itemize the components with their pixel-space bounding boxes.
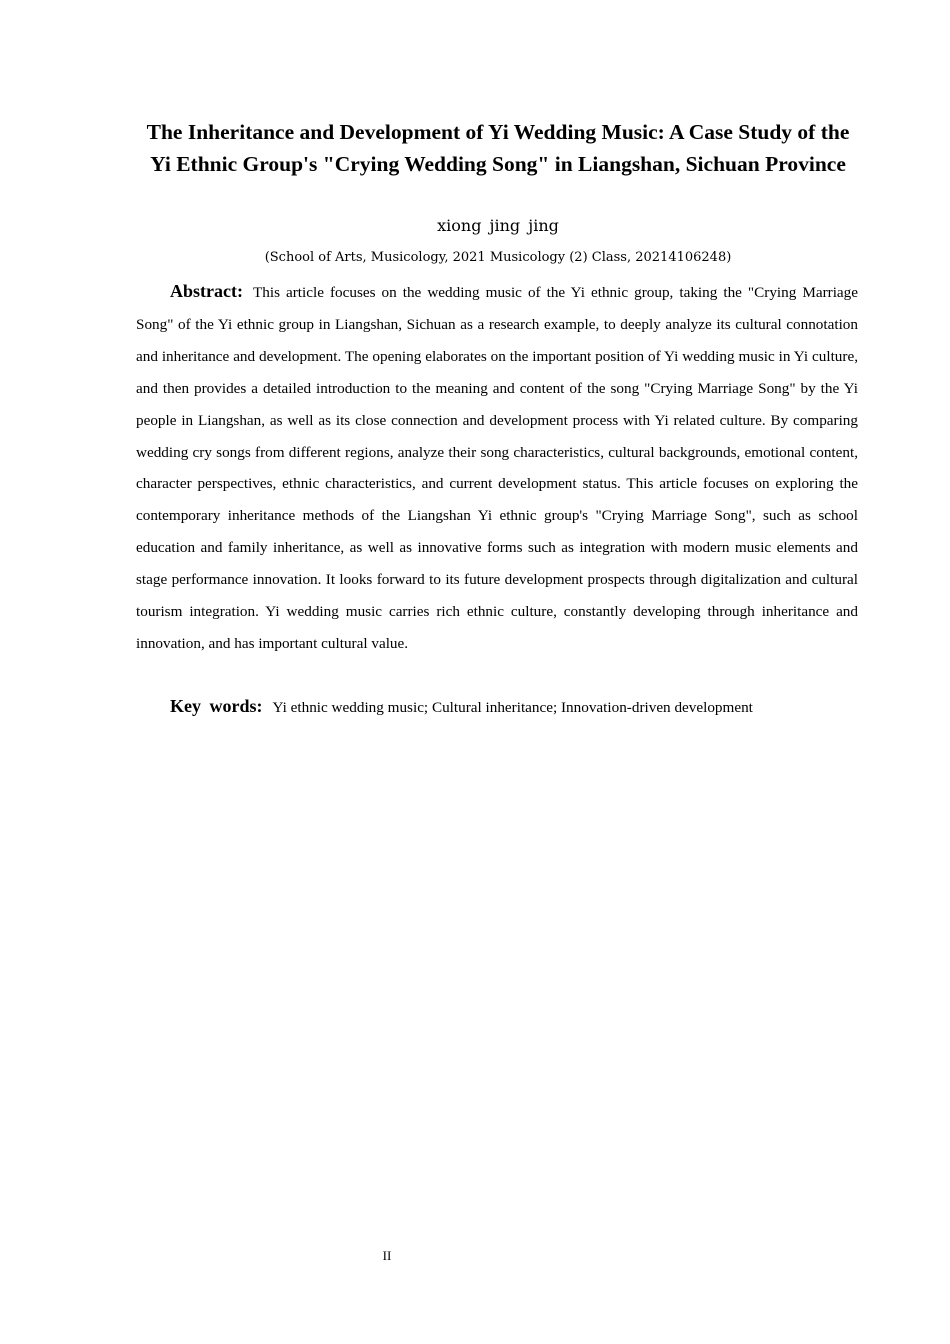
author-name: xiong jing jing (437, 216, 559, 235)
paper-title: The Inheritance and Development of Yi Wedding Music: A Case Study of the Yi Ethnic Group's "Crying Wedding Song" in Liangshan, Sichuan Province (146, 120, 850, 176)
keywords-paragraph (136, 692, 858, 722)
page-number: II (382, 1248, 392, 1263)
keywords-text: Yi ethnic wedding music; Cultural inheritance; Innovation-driven development (272, 699, 753, 716)
abstract-paragraph (136, 276, 858, 660)
abstract-text: This article focuses on the wedding music of the Yi ethnic group, taking the "Crying Marriage Song" of the Yi ethnic group in Liangshan, Sichuan as a research example, to deeply analyze its cultural connotation and inheritance and development. The opening elaborates on the important position of Yi wedding music in Yi culture, and then provides a detailed introduction to the meaning and content of the song "Crying Marriage Song" by the Yi people in Liangshan, as well as its close connection and development process with Yi related culture. By comparing wedding cry songs from different regions, analyze their song characteristics, cultural backgrounds, emotional content, character perspectives, ethnic characteristics, and current development status. This article focuses on exploring the contemporary inheritance methods of the Liangshan Yi ethnic group's "Crying Marriage Song", such as school education and family inheritance, as well as innovative forms such as integration with modern music elements and stage performance innovation. It looks forward to its future development prospects through digitalization and cultural tourism integration. Yi wedding music carries rich ethnic culture, constantly developing through inheritance and innovation, and has important cultural value. (136, 284, 858, 652)
author-affiliation: (School of Arts, Musicology, 2021 Musicology (2) Class, 20214106248) (264, 250, 732, 265)
keywords-label: Key words: (170, 696, 263, 716)
abstract-label: Abstract: (170, 281, 243, 301)
